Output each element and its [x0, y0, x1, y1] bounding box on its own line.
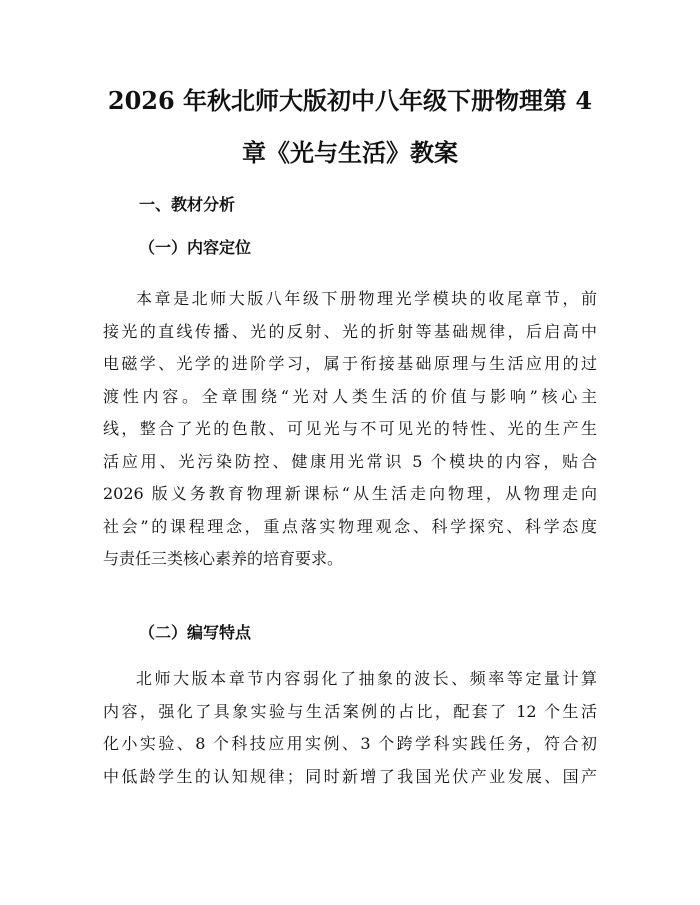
subsection-heading-content-positioning: （一）内容定位 [139, 238, 252, 257]
paragraph-line: 社会”的课程理念，重点落实物理观念、科学探究、科学态度 [103, 516, 597, 536]
paragraph-line: 渡性内容。全章围绕“光对人类生活的价值与影响”核心主 [103, 386, 597, 406]
paragraph-line: 电磁学、光学的进阶学习，属于衔接基础原理与生活应用的过 [103, 354, 597, 373]
document-title-line-2: 章《光与生活》教案 [242, 138, 458, 167]
paragraph-line: 接光的直线传播、光的反射、光的折射等基础规律，后启高中 [103, 321, 597, 341]
paragraph-line: 化小实验、8 个科技应用实例、3 个跨学科实践任务，符合初 [103, 734, 597, 753]
document-title-line-1: 2026 年秋北师大版初中八年级下册物理第 4 [107, 86, 593, 115]
section-heading-textbook-analysis: 一、教材分析 [139, 195, 236, 214]
paragraph-line: 本章是北师大版八年级下册物理光学模块的收尾章节，前 [136, 289, 597, 308]
paragraph-line: 与责任三类核心素养的培育要求。 [103, 549, 344, 568]
paragraph-writing-features [103, 663, 597, 793]
paragraph-line: 活应用、光污染防控、健康用光常识 5 个模块的内容，贴合 [103, 451, 597, 471]
paragraph-line: 北师大版本章节内容弱化了抽象的波长、频率等定量计算 [136, 669, 597, 688]
paragraph-content-positioning [103, 283, 597, 576]
subsection-heading-writing-features: （二）编写特点 [139, 623, 252, 642]
paragraph-line: 内容，强化了具象实验与生活案例的占比，配套了 12 个生活 [103, 701, 597, 721]
paragraph-line: 中低龄学生的认知规律；同时新增了我国光伏产业发展、国产 [103, 766, 597, 786]
paragraph-line: 线，整合了光的色散、可见光与不可见光的特性、光的生产生 [103, 419, 597, 438]
paragraph-line: 2026 版义务教育物理新课标“从生活走向物理，从物理走向 [103, 484, 597, 503]
